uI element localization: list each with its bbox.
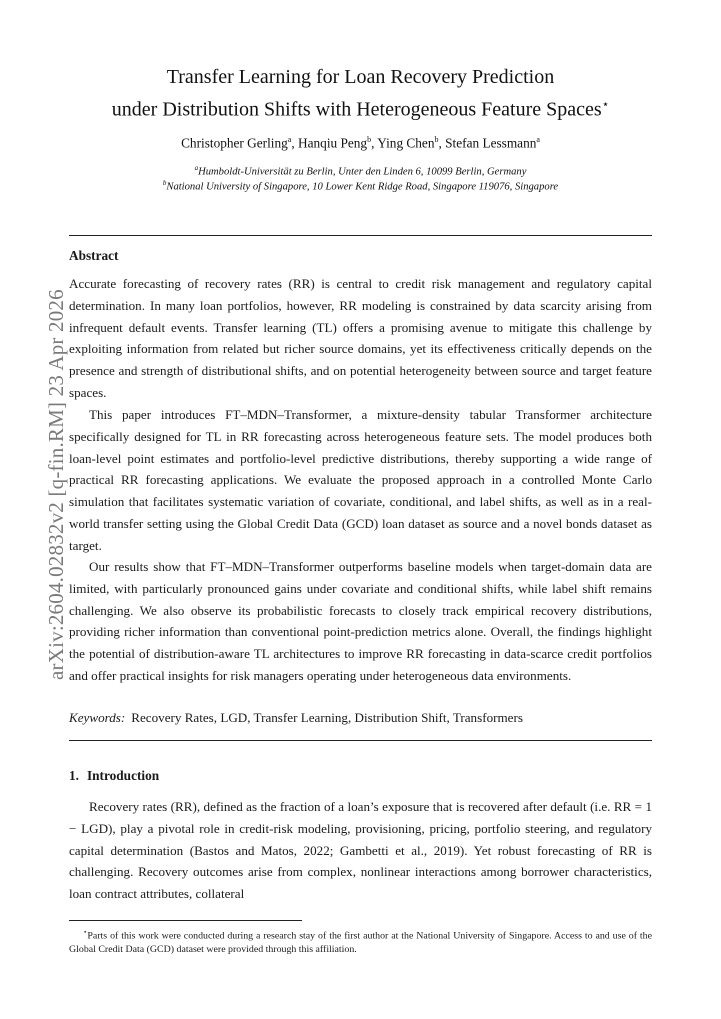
arxiv-identifier: arXiv:2604.02832v2 [q-fin.RM] 23 Apr 2026 xyxy=(44,289,68,680)
keywords-label: Keywords: xyxy=(69,710,126,725)
title-line-2 xyxy=(69,91,652,124)
title-line-1: Transfer Learning for Loan Recovery Prediction xyxy=(166,66,555,88)
affiliation-mark: b xyxy=(162,179,167,187)
author-affiliation-mark: b xyxy=(434,135,439,144)
introduction-paragraph: Recovery rates (RR), defined as the fraction of a loan’s exposure that is recovered after default (i.e. RR = 1 − LGD), play a pivotal role in credit-risk modeling, provisioning, pricing, portfolio steering, and regulatory capital determination (Bastos and Matos, 2022; Gambetti et al., 2019). Yet robust forecasting of RR is challenging. Recovery outcomes arise from complex, nonlinear interactions among borrower characteristics, loan contract attributes, collateral xyxy=(69,799,652,902)
affiliation-mark: a xyxy=(194,164,199,172)
author-separator: , xyxy=(371,135,378,151)
author-separator: , xyxy=(438,135,446,151)
footnote-rule xyxy=(69,920,302,921)
footnote xyxy=(69,925,652,957)
author-affiliation-mark: a xyxy=(536,135,540,144)
section-number: 1. xyxy=(69,768,79,783)
author-separator: , xyxy=(291,135,299,151)
abstract-top-rule xyxy=(69,235,652,236)
affiliation-a xyxy=(69,164,652,178)
keywords-text: Recovery Rates, LGD, Transfer Learning, Distribution Shift, Transformers xyxy=(131,710,523,725)
title-line-2-text: under Distribution Shifts with Heterogeneous Feature Spaces xyxy=(111,98,602,121)
abstract-paragraph-3: Our results show that FT–MDN–Transformer outperforms baseline models when target-domain data are limited, with particularly pronounced gains under covariate and conditional shifts, while label shift remains challenging. We also observe its probabilistic forecasts to closely track empirical recovery distributions, providing richer information than conventional point-prediction metrics alone. Overall, the findings highlight the potential of distribution-aware TL architectures to improve RR forecasting in data-scarce credit portfolios and offer practical insights for risk managers operating under heterogeneous data environments. xyxy=(69,559,652,683)
footnote-text: Parts of this work were conducted during a research stay of the first author at the National University of Singapore. Access to and use of the Global Credit Data (GCD) dataset were provided through this affiliation. xyxy=(69,930,652,956)
section-heading-introduction xyxy=(69,768,159,784)
author-name: Stefan Lessmann xyxy=(445,135,537,151)
author-list xyxy=(69,135,652,151)
keywords xyxy=(69,710,652,726)
author-affiliation-mark: a xyxy=(287,135,292,144)
paper-title xyxy=(69,64,652,124)
footnote-mark: ⋆ xyxy=(83,928,88,936)
section-title: Introduction xyxy=(86,768,160,783)
abstract-bottom-rule xyxy=(69,740,652,741)
affiliation-b xyxy=(69,179,652,193)
abstract-paragraph-2: This paper introduces FT–MDN–Transformer, a mixture-density tabular Transformer architecture specifically designed for TL in RR forecasting across heterogeneous feature sets. The model produces both loan-level point estimates and portfolio-level predictive distributions, thereby supporting a wide range of practical RR forecasting applications. We evaluate the proposed approach in a controlled Monte Carlo simulation that facilitates systematic variation of covariate, conditional, and label shifts, as well as in a real-world transfer setting using the Global Credit Data (GCD) loan dataset as source and a novel bonds dataset as target. xyxy=(69,407,652,553)
abstract-heading: Abstract xyxy=(69,248,119,263)
author-affiliation-mark: b xyxy=(367,135,372,144)
affiliation-text: Humboldt-Universität zu Berlin, Unter den Linden 6, 10099 Berlin, Germany xyxy=(198,166,527,178)
abstract-paragraph-1: Accurate forecasting of recovery rates (RR) is central to credit risk management and regulatory capital determination. In many loan portfolios, however, RR modeling is constrained by data scarcity arising from infrequent default events. Transfer learning (TL) offers a promising avenue to mitigate this challenge by exploiting information from related but richer source domains, yet its effectiveness critically depends on the presence and strength of distributional shifts, and on potential heterogeneity between source and target feature spaces. xyxy=(69,276,652,400)
title-footnote-mark: ⋆ xyxy=(601,97,610,111)
author-name: Hanqiu Peng xyxy=(298,135,368,151)
author-name: Ying Chen xyxy=(377,135,435,151)
author-name: Christopher Gerling xyxy=(181,135,288,151)
affiliation-text: National University of Singapore, 10 Lower Kent Ridge Road, Singapore 119076, Singapore xyxy=(166,181,559,193)
